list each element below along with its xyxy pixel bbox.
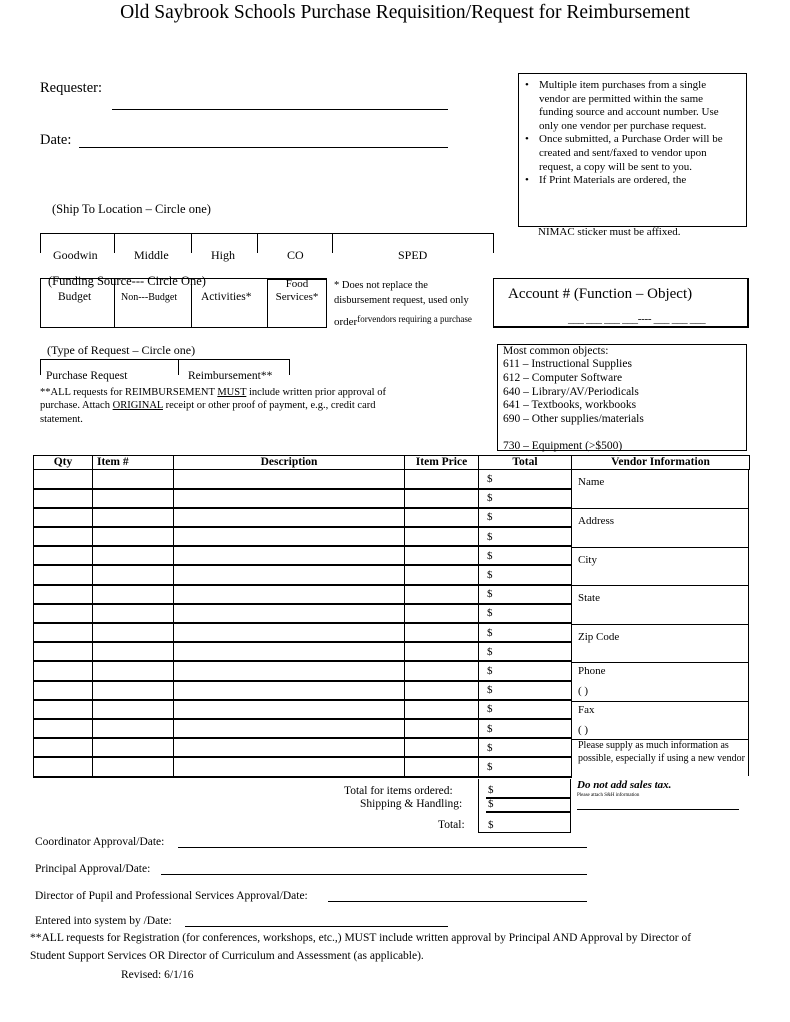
description-cell[interactable]: [174, 565, 405, 584]
description-cell[interactable]: [174, 661, 405, 680]
qty-cell[interactable]: [34, 585, 93, 604]
item-number-cell[interactable]: [93, 527, 174, 546]
total-cell[interactable]: [479, 565, 572, 584]
currency-symbol: $: [487, 626, 493, 639]
total-cell[interactable]: [479, 738, 572, 757]
item-price-cell[interactable]: [405, 546, 479, 565]
currency-symbol: $: [487, 492, 493, 505]
funding-option-non-budget[interactable]: Non---Budget: [121, 292, 178, 303]
description-cell[interactable]: [174, 604, 405, 623]
total-items-label: Total for items ordered:: [344, 785, 453, 797]
qty-cell[interactable]: [34, 700, 93, 719]
entered-by-field[interactable]: [185, 926, 448, 927]
item-number-cell[interactable]: [93, 604, 174, 623]
currency-symbol: $: [487, 664, 493, 677]
qty-cell[interactable]: [34, 565, 93, 584]
item-number-cell[interactable]: [93, 700, 174, 719]
item-price-cell[interactable]: [405, 470, 479, 489]
item-number-cell[interactable]: [93, 508, 174, 527]
item-price-cell[interactable]: [405, 757, 479, 776]
currency-symbol: $: [487, 684, 493, 697]
ship-option-middle[interactable]: Middle: [134, 248, 169, 262]
qty-cell[interactable]: [34, 642, 93, 661]
currency-symbol: $: [487, 722, 493, 735]
item-price-cell[interactable]: [405, 604, 479, 623]
item-price-cell[interactable]: [405, 700, 479, 719]
object-item: 641 – Textbooks, workbooks: [503, 399, 637, 412]
description-cell[interactable]: [174, 527, 405, 546]
sh-info-note: Please attach S&H information: [577, 793, 640, 798]
object-item: 690 – Other supplies/materials: [503, 413, 644, 426]
requester-field[interactable]: [112, 109, 448, 110]
description-cell[interactable]: [174, 546, 405, 565]
vendor-supply-note: Please supply as much information as possible, especially if using a new vendor: [571, 740, 749, 776]
description-cell[interactable]: [174, 700, 405, 719]
director-approval-label: Director of Pupil and Professional Services Approval/Date:: [35, 890, 308, 902]
vendor-city-cell[interactable]: City: [571, 548, 749, 586]
coordinator-approval-field[interactable]: [178, 847, 587, 848]
principal-approval-field[interactable]: [161, 874, 587, 875]
item-price-cell[interactable]: [405, 661, 479, 680]
ship-to-label: (Ship To Location – Circle one): [52, 202, 211, 216]
instructions-box: [518, 73, 747, 227]
account-number-field[interactable]: ___ ___ ___ ___---- ___ ___ ___: [568, 313, 706, 325]
total-cell[interactable]: [479, 642, 572, 661]
qty-cell[interactable]: [34, 757, 93, 776]
instruction-item: • Once submitted, a Purchase Order will be created and sent/faxed to vendor upon request, a copy will be sent to you.: [525, 133, 738, 174]
objects-list: [503, 358, 644, 454]
qty-cell[interactable]: [34, 489, 93, 508]
total-cell[interactable]: [479, 719, 572, 738]
description-cell[interactable]: [174, 738, 405, 757]
total-cell[interactable]: [479, 585, 572, 604]
item-price-cell[interactable]: [405, 623, 479, 642]
currency-symbol: $: [487, 607, 493, 620]
total-cell[interactable]: [479, 661, 572, 680]
objects-heading: Most common objects:: [503, 345, 609, 357]
qty-cell[interactable]: [34, 470, 93, 489]
total-cell[interactable]: [479, 508, 572, 527]
total-cell[interactable]: [479, 604, 572, 623]
qty-cell[interactable]: [34, 681, 93, 700]
qty-cell[interactable]: [34, 661, 93, 680]
funding-option-activities[interactable]: Activities*: [201, 291, 252, 303]
col-vendor-info: Vendor Information: [572, 456, 750, 470]
shipping-value[interactable]: $: [488, 798, 494, 810]
description-cell[interactable]: [174, 642, 405, 661]
description-cell[interactable]: [174, 681, 405, 700]
col-item-number: Item #: [93, 456, 174, 470]
item-price-cell[interactable]: [405, 681, 479, 700]
currency-symbol: $: [487, 569, 493, 582]
registration-note-line1: **ALL requests for Registration (for conferences, workshops, etc.,) MUST include written approval by Principal AND Approval by Director of: [30, 932, 692, 944]
funding-label: (Funding Source--- Circle One): [48, 274, 206, 288]
funding-note: * Does not replace the disbursement request, used only: [334, 280, 469, 306]
item-number-cell[interactable]: [93, 757, 174, 776]
item-price-cell[interactable]: [405, 489, 479, 508]
description-cell[interactable]: [174, 719, 405, 738]
entered-by-label: Entered into system by /Date:: [35, 915, 172, 927]
vendor-address-cell[interactable]: Address: [571, 509, 749, 548]
date-field[interactable]: [79, 147, 448, 148]
currency-symbol: $: [487, 645, 493, 658]
ship-option-goodwin[interactable]: Goodwin: [53, 248, 98, 262]
col-total: Total: [479, 456, 572, 470]
item-number-cell[interactable]: [93, 470, 174, 489]
item-price-cell[interactable]: [405, 508, 479, 527]
qty-cell[interactable]: [34, 508, 93, 527]
item-number-cell[interactable]: [93, 661, 174, 680]
funding-note-order: order$^{forvendors requiring a purchase}$: [334, 314, 472, 328]
qty-cell[interactable]: [34, 604, 93, 623]
grand-total-value[interactable]: $: [488, 819, 494, 831]
item-price-cell[interactable]: [405, 527, 479, 546]
object-item: 730 – Equipment (>$500): [503, 439, 623, 452]
qty-cell[interactable]: [34, 623, 93, 642]
item-number-cell[interactable]: [93, 738, 174, 757]
item-number-cell[interactable]: [93, 565, 174, 584]
vendor-zip-cell[interactable]: Zip Code: [571, 625, 749, 663]
reimbursement-note: **ALL requests for REIMBURSEMENT MUST include written prior approval of purchase. Attach ORIGINAL receipt or other proof of payment, e.g., credit card statement.: [40, 387, 386, 425]
total-cell[interactable]: [479, 681, 572, 700]
currency-symbol: $: [487, 549, 493, 562]
coordinator-approval-label: Coordinator Approval/Date:: [35, 836, 165, 848]
no-sales-tax-note: Do not add sales tax.: [577, 779, 672, 791]
account-label: Account # (Function – Object): [508, 286, 693, 302]
item-price-cell[interactable]: [405, 738, 479, 757]
total-cell[interactable]: [479, 623, 572, 642]
object-item: 640 – Library/AV/Periodicals: [503, 385, 639, 398]
currency-symbol: $: [487, 741, 493, 754]
col-item-price: Item Price: [405, 456, 479, 470]
total-cell[interactable]: [479, 527, 572, 546]
item-number-cell[interactable]: [93, 546, 174, 565]
registration-note-line2: Student Support Services OR Director of Curriculum and Assessment (as applicable).: [30, 950, 424, 962]
item-price-cell[interactable]: [405, 642, 479, 661]
instruction-item: • If Print Materials are ordered, the: [525, 174, 738, 188]
qty-cell[interactable]: [34, 719, 93, 738]
total-cell[interactable]: [479, 700, 572, 719]
director-approval-field[interactable]: [328, 901, 587, 902]
total-cell[interactable]: [479, 470, 572, 489]
shipping-label: Shipping & Handling:: [360, 798, 463, 810]
qty-cell[interactable]: [34, 546, 93, 565]
object-item: 611 – Instructional Supplies: [503, 358, 632, 370]
instruction-item: • Multiple item purchases from a single vendor are permitted within the same funding source and account number. Use only one vendor per purchase request.: [525, 79, 738, 133]
grand-total-label: Total:: [438, 819, 465, 831]
description-cell[interactable]: [174, 489, 405, 508]
nimac-note: NIMAC sticker must be affixed.: [538, 226, 681, 238]
description-cell[interactable]: [174, 508, 405, 527]
ship-option-sped[interactable]: SPED: [398, 248, 428, 262]
vendor-state-cell[interactable]: State: [571, 586, 749, 625]
description-cell[interactable]: [174, 623, 405, 642]
date-label: Date:: [40, 132, 72, 148]
currency-symbol: $: [487, 760, 493, 773]
qty-cell[interactable]: [34, 527, 93, 546]
vendor-phone-cell[interactable]: Phone ( ): [571, 663, 749, 702]
principal-approval-label: Principal Approval/Date:: [35, 863, 151, 875]
currency-symbol: $: [487, 588, 493, 601]
total-items-value[interactable]: $: [488, 784, 494, 796]
currency-symbol: $: [487, 472, 493, 485]
currency-symbol: $: [487, 530, 493, 543]
description-cell[interactable]: [174, 585, 405, 604]
item-number-cell[interactable]: [93, 623, 174, 642]
ship-option-co[interactable]: CO: [287, 248, 304, 262]
form-title: Old Saybrook Schools Purchase Requisition/Request for Reimbursement: [120, 2, 690, 23]
object-item: 612 – Computer Software: [503, 371, 623, 384]
requester-label: Requester:: [40, 80, 103, 96]
description-cell[interactable]: [174, 470, 405, 489]
item-number-cell[interactable]: [93, 719, 174, 738]
currency-symbol: $: [487, 511, 493, 524]
funding-option-food-services[interactable]: Food Services*: [275, 278, 319, 303]
table-header-row: [34, 456, 750, 470]
request-option-purchase[interactable]: Purchase Request: [46, 370, 128, 382]
request-type-label: (Type of Request – Circle one): [47, 343, 196, 357]
item-number-cell[interactable]: [93, 681, 174, 700]
col-qty: Qty: [34, 456, 93, 470]
revised-date: Revised: 6/1/16: [121, 969, 194, 981]
vendor-name-cell[interactable]: Name: [571, 470, 749, 509]
total-cell[interactable]: [479, 757, 572, 776]
vendor-fax-cell[interactable]: Fax ( ): [571, 702, 749, 740]
col-description: Description: [174, 456, 405, 470]
ship-option-high[interactable]: High: [211, 248, 235, 262]
item-price-cell[interactable]: [405, 719, 479, 738]
funding-option-budget[interactable]: Budget: [58, 291, 92, 303]
item-number-cell[interactable]: [93, 585, 174, 604]
item-price-cell[interactable]: [405, 565, 479, 584]
description-cell[interactable]: [174, 757, 405, 776]
item-number-cell[interactable]: [93, 489, 174, 508]
item-number-cell[interactable]: [93, 642, 174, 661]
total-cell[interactable]: [479, 489, 572, 508]
qty-cell[interactable]: [34, 738, 93, 757]
request-option-reimbursement[interactable]: Reimbursement**: [188, 370, 273, 382]
total-cell[interactable]: [479, 546, 572, 565]
item-price-cell[interactable]: [405, 585, 479, 604]
currency-symbol: $: [487, 703, 493, 716]
